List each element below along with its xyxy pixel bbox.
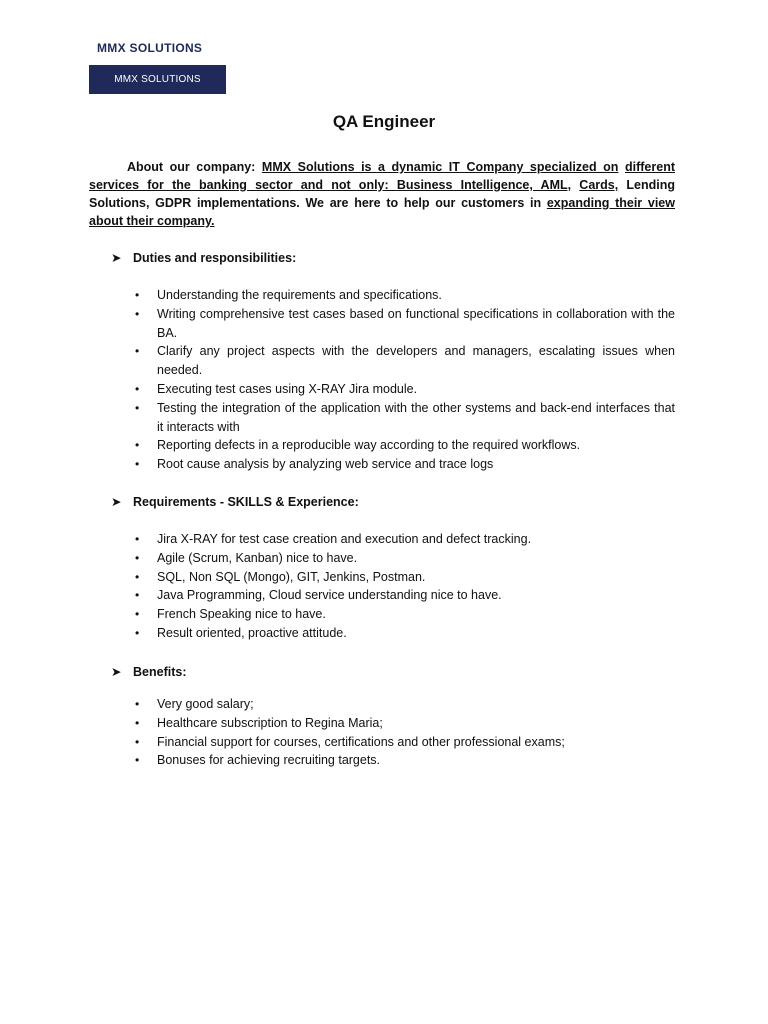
list-item: • Agile (Scrum, Kanban) nice to have.	[135, 549, 675, 568]
duties-heading-text: Duties and responsibilities:	[133, 251, 297, 265]
intro-text-3: Cards,	[579, 178, 619, 192]
section-heading-requirements	[111, 494, 359, 509]
list-item: • Very good salary;	[135, 695, 675, 714]
intro-text-2: different services for the banking sector and not only: Business Intelligence, AML,	[89, 160, 675, 192]
list-item: • Clarify any project aspects with the developers and managers, escalating issues when needed.	[135, 342, 675, 380]
list-item: • Healthcare subscription to Regina Maria;	[135, 714, 675, 733]
benefits-heading-text: Benefits:	[133, 665, 187, 679]
list-item: • Reporting defects in a reproducible way according to the required workflows.	[135, 436, 675, 455]
intro-text-1: MMX Solutions is a dynamic IT Company specialized on	[261, 160, 619, 174]
duties-list	[135, 286, 675, 474]
list-item: • Result oriented, proactive attitude.	[135, 624, 675, 643]
list-item: • SQL, Non SQL (Mongo), GIT, Jenkins, Postman.	[135, 568, 675, 587]
company-logo-text: MMX SOLUTIONS	[97, 41, 203, 55]
company-logo-banner	[89, 65, 226, 94]
section-heading-duties	[111, 250, 296, 265]
intro-text-5: expanding their view about their company.	[89, 196, 675, 228]
arrow-bullet-icon: ➤	[111, 665, 122, 679]
list-item: • Java Programming, Cloud service understanding nice to have.	[135, 586, 675, 605]
list-item: • French Speaking nice to have.	[135, 605, 675, 624]
company-intro	[89, 158, 675, 230]
list-item: • Bonuses for achieving recruiting targets.	[135, 751, 675, 770]
list-item: • Understanding the requirements and specifications.	[135, 286, 675, 305]
list-item: • Root cause analysis by analyzing web service and trace logs	[135, 455, 675, 474]
list-item: • Testing the integration of the application with the other systems and back-end interfaces that it interacts with	[135, 399, 675, 437]
list-item: • Financial support for courses, certifications and other professional exams;	[135, 733, 675, 752]
page-title: QA Engineer	[332, 112, 436, 131]
benefits-list	[135, 695, 675, 770]
arrow-bullet-icon: ➤	[111, 251, 122, 265]
requirements-heading-text: Requirements - SKILLS & Experience:	[133, 495, 359, 509]
section-heading-benefits	[111, 664, 186, 679]
list-item: • Jira X-RAY for test case creation and execution and defect tracking.	[135, 530, 675, 549]
intro-label: About our company:	[127, 160, 256, 174]
company-logo-banner-text: MMX SOLUTIONS	[114, 74, 201, 85]
list-item: • Writing comprehensive test cases based on functional specifications in collaboration with the BA.	[135, 305, 675, 343]
intro-text-4: Lending Solutions, GDPR implementations. We are here to help our customers in	[89, 178, 675, 210]
arrow-bullet-icon: ➤	[111, 495, 122, 509]
list-item: • Executing test cases using X-RAY Jira module.	[135, 380, 675, 399]
requirements-list	[135, 530, 675, 643]
